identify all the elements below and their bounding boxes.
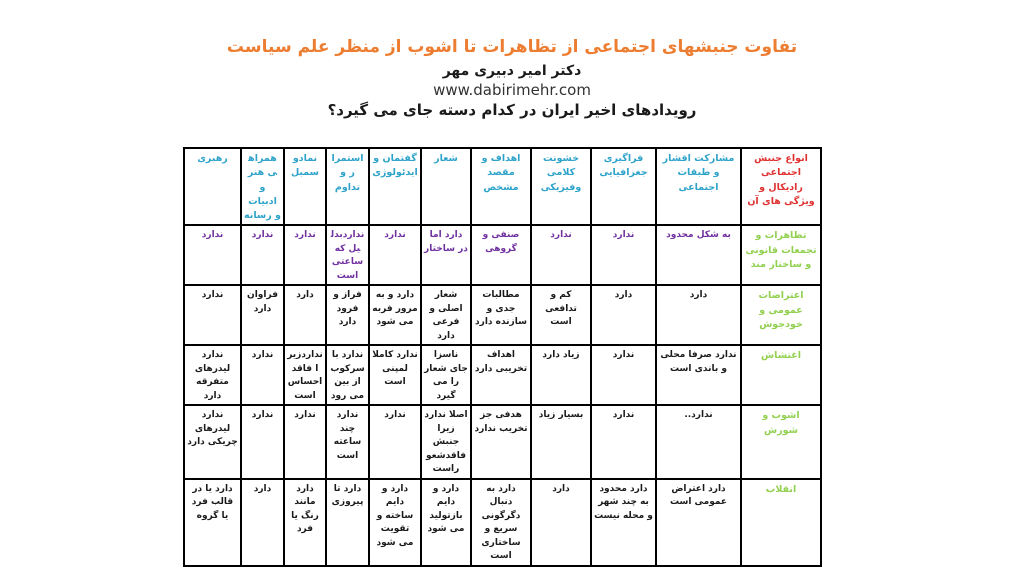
table-cell: ندارد لیدرهای متفرقه دارد: [184, 345, 241, 405]
column-header: خشونت کلامی وفیزیکی: [531, 148, 591, 225]
table-cell: شعار اصلی و فرعی دارد: [421, 285, 471, 345]
table-cell: ندارد: [241, 345, 284, 405]
table-cell: ندارد: [184, 285, 241, 345]
table-cell: زیاد دارد: [531, 345, 591, 405]
table-cell: دارد: [591, 285, 656, 345]
table-cell: دارد محدود به چند شهر و محله نیست: [591, 479, 656, 566]
table-cell: دارد اما در ساختار: [421, 225, 471, 285]
corner-header: انواع جنبش اجتماعی رادیکال و ویژگی های آن: [741, 148, 821, 225]
row-label: اشوب و شورش: [741, 405, 821, 479]
table-row: [184, 345, 821, 405]
table-cell: ندارد: [369, 405, 421, 479]
table-cell: هدفی جز تخریب ندارد: [471, 405, 531, 479]
table-cell: ندارد: [591, 225, 656, 285]
table-cell: ندارد: [284, 225, 326, 285]
row-label: اغتشاش: [741, 345, 821, 405]
table-cell: دارد: [656, 285, 741, 345]
table-cell: بسیار زیاد: [531, 405, 591, 479]
table-cell: دارد و به مرور فربه می شود: [369, 285, 421, 345]
header-row: [184, 148, 821, 225]
table-cell: ندارد با سرکوب از بین می رود: [326, 345, 369, 405]
column-header: نمادو سمبل: [284, 148, 326, 225]
table-cell: دارد: [284, 285, 326, 345]
table-cell: دارد و دایم ساخته و تقویت می شود: [369, 479, 421, 566]
table-cell: ندارد: [241, 225, 284, 285]
table-cell: ندارد: [369, 225, 421, 285]
table-row: [184, 225, 821, 285]
column-header: گفتمان و ایدئولوژی: [369, 148, 421, 225]
table-cell: فراز و فرود دارد: [326, 285, 369, 345]
table-cell: ندارد صرفا محلی و باندی است: [656, 345, 741, 405]
table-cell: ندارد چند ساعته است: [326, 405, 369, 479]
table-cell: دارد یا در قالب فرد یا گروه: [184, 479, 241, 566]
table-cell: ندارد: [241, 405, 284, 479]
table-cell: ناسزا جای شعار را می گیرد: [421, 345, 471, 405]
author-line: دکتر امیر دبیری مهر: [442, 62, 582, 79]
table-cell: نداردبدلیل که ساعتی است: [326, 225, 369, 285]
column-header: مشارکت اقشار و طبقات اجتماعی: [656, 148, 741, 225]
table-cell: ندارد..: [656, 405, 741, 479]
table-cell: دارد: [241, 479, 284, 566]
table-cell: اهداف تخریبی دارد: [471, 345, 531, 405]
website-link[interactable]: www.dabirimehr.com: [433, 80, 591, 99]
table-cell: دارد مانند رنگ یا فرد: [284, 479, 326, 566]
table-cell: ندارد: [531, 225, 591, 285]
column-header: استمرار و تداوم: [326, 148, 369, 225]
row-label: تظاهرات و تجمعات قانونی و ساختار مند: [741, 225, 821, 285]
table-body: [184, 225, 821, 566]
table-cell: کم و تدافعی است: [531, 285, 591, 345]
table-row: [184, 479, 821, 566]
table-row: [184, 285, 821, 345]
table-cell: ندارد لیدرهای چریکی دارد: [184, 405, 241, 479]
table-cell: نداردزیرا فاقد احساس است: [284, 345, 326, 405]
table-cell: به شکل محدود: [656, 225, 741, 285]
table-cell: ندارد: [591, 345, 656, 405]
table-cell: فراوان دارد: [241, 285, 284, 345]
column-header: رهبری: [184, 148, 241, 225]
comparison-table: [183, 147, 822, 567]
table-cell: دارد به دنبال دگرگونی سریع و ساختاری است: [471, 479, 531, 566]
table-cell: ندارد: [591, 405, 656, 479]
row-label: انقلاب: [741, 479, 821, 566]
table-cell: دارد: [531, 479, 591, 566]
table-cell: ندارد: [284, 405, 326, 479]
page-title: تفاوت جنبشهای اجتماعی از تظاهرات تا اشوب از منظر علم سیاست: [226, 37, 798, 57]
column-header: اهداف و مقصد مشخص: [471, 148, 531, 225]
row-label: اعتراضات عمومی و خودجوش: [741, 285, 821, 345]
title-block: [0, 36, 1024, 119]
column-header: همراهی هنر و ادبیات و رسانه: [241, 148, 284, 225]
table-cell: ندارد کاملا لمپنی است: [369, 345, 421, 405]
table-cell: مطالبات جدی و سازنده دارد: [471, 285, 531, 345]
table-cell: دارد تا پیروزی: [326, 479, 369, 566]
column-header: فراگیری جغرافیایی: [591, 148, 656, 225]
table-cell: دارد اعتراض عمومی است: [656, 479, 741, 566]
table-cell: ندارد: [184, 225, 241, 285]
table-cell: دارد و دایم بازتولید می شود: [421, 479, 471, 566]
table-cell: اصلا ندارد زیرا جنبش فاقدشعوراست: [421, 405, 471, 479]
question-line: رویدادهای اخیر ایران در کدام دسته جای می گیرد؟: [327, 100, 697, 119]
table-cell: صنفی و گروهی: [471, 225, 531, 285]
column-header: شعار: [421, 148, 471, 225]
table-row: [184, 405, 821, 479]
